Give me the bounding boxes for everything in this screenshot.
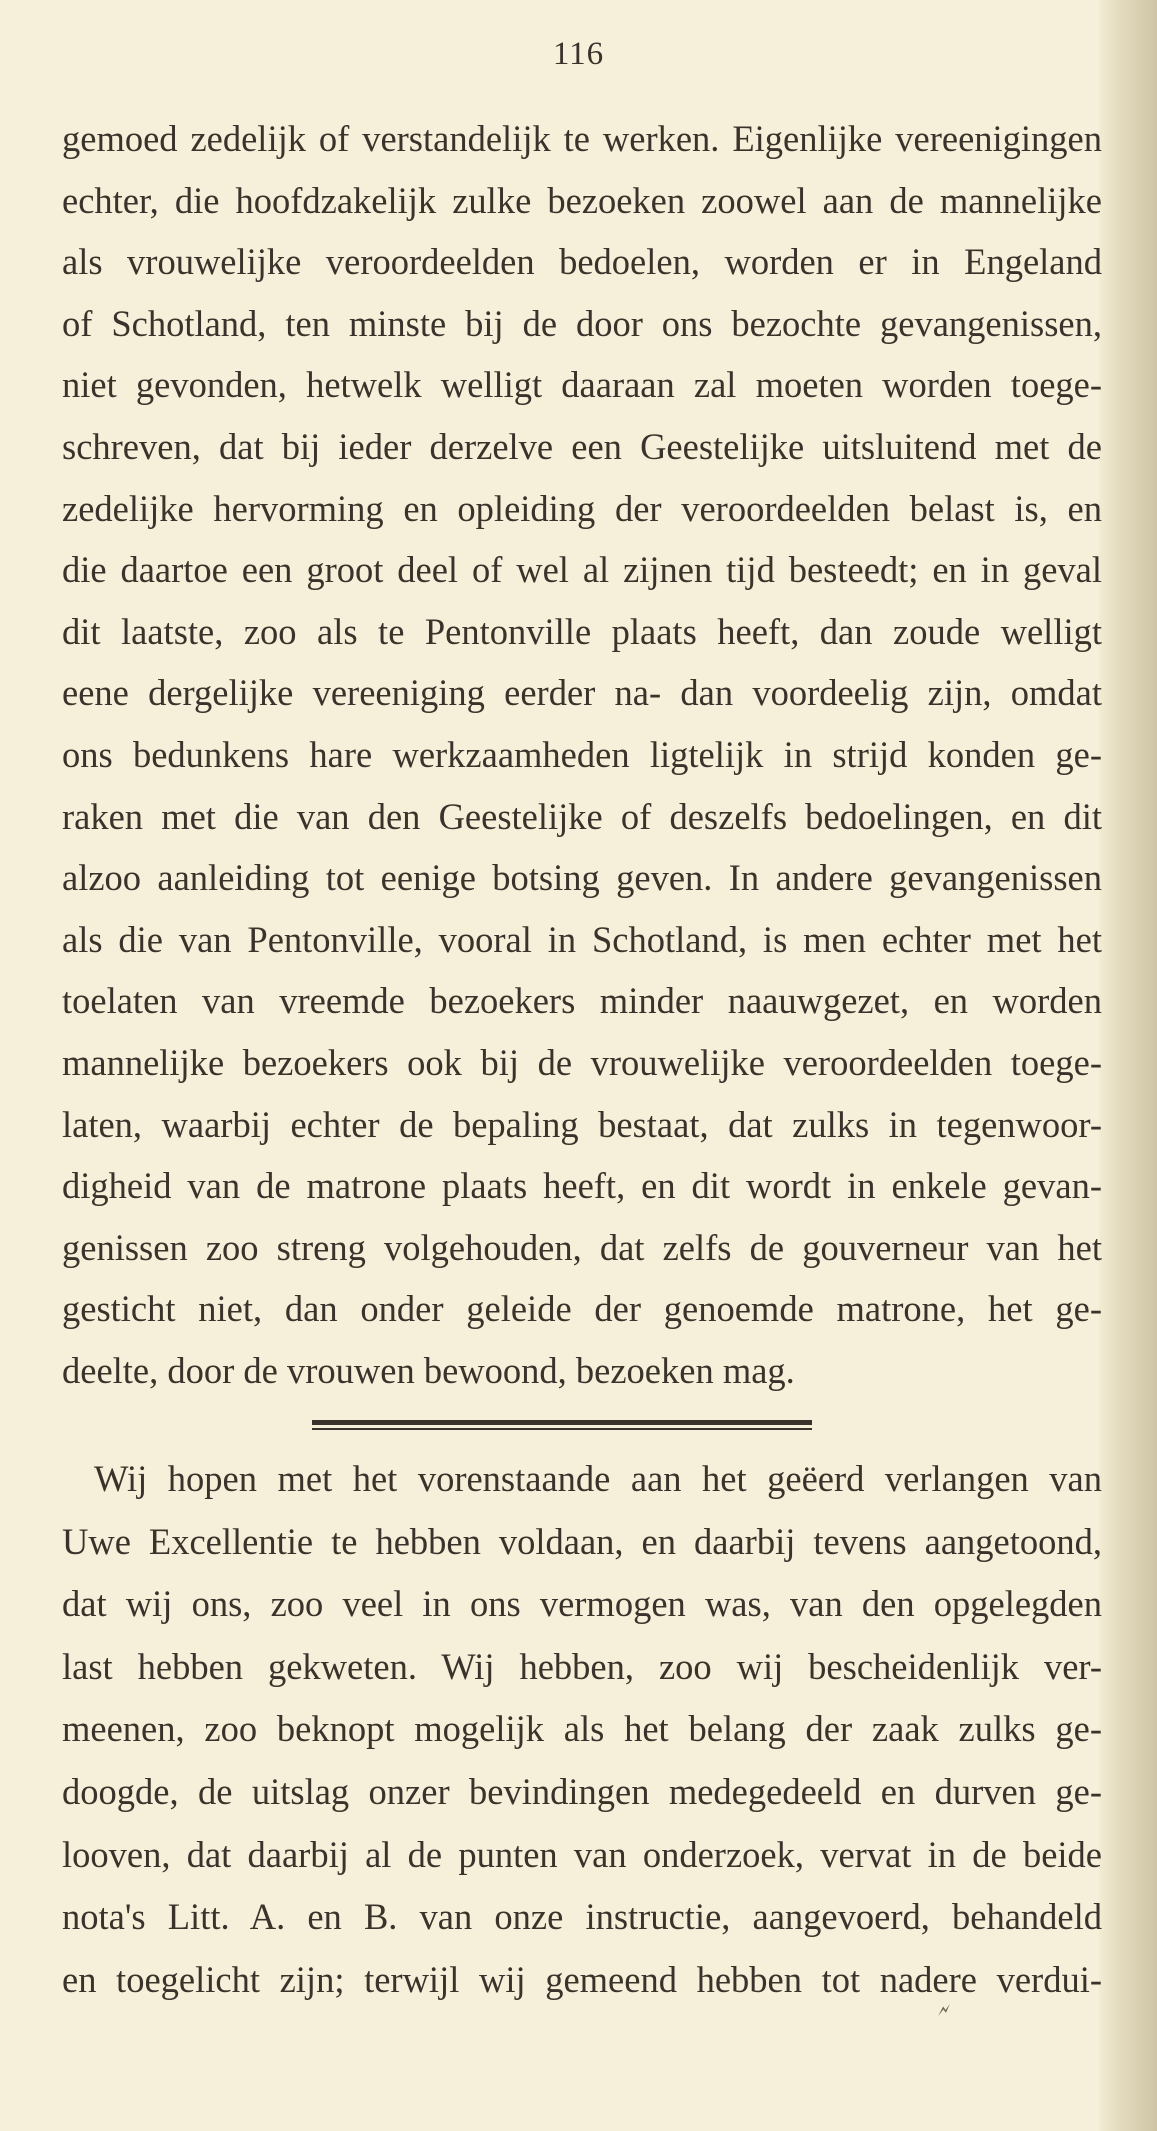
text-line: zedelijke hervorming en opleiding der veroordeelden belast is, en: [62, 487, 1102, 529]
ink-speck: 🗲: [938, 2000, 950, 2020]
text-line: digheid van de matrone plaats heeft, en dit wordt in enkele gevan-: [62, 1165, 1102, 1207]
page-number: 116: [552, 36, 605, 72]
text-line: niet gevonden, hetwelk welligt daaraan zal moeten worden toege-: [62, 364, 1102, 406]
text-line: die daartoe een groot deel of wel al zijnen tijd besteedt; en in geval: [62, 549, 1102, 591]
text-line: Wij hopen met het vorenstaande aan het geëerd verlangen van: [94, 1458, 1102, 1499]
text-line: deelte, door de vrouwen bewoond, bezoeken mag.: [62, 1349, 795, 1391]
text-line: toelaten van vreemde bezoekers minder naauwgezet, en worden: [62, 980, 1102, 1022]
text-line: en toegelicht zijn; terwijl wij gemeend hebben tot nadere verdui-: [62, 1958, 1102, 2000]
text-line: eene dergelijke vereeniging eerder na- dan voordeelig zijn, omdat: [62, 672, 1102, 714]
text-line: dat wij ons, zoo veel in ons vermogen was, van den opgelegden: [62, 1583, 1102, 1625]
text-line: als vrouwelijke veroordeelden bedoelen, worden er in Engeland: [62, 241, 1102, 283]
text-line: of Schotland, ten minste bij de door ons bezochte gevangenissen,: [62, 302, 1102, 344]
text-line: raken met die van den Geestelijke of deszelfs bedoelingen, en dit: [62, 795, 1102, 837]
text-line: doogde, de uitslag onzer bevindingen medegedeeld en durven ge-: [62, 1770, 1102, 1812]
text-line: Uwe Excellentie te hebben voldaan, en daarbij tevens aangetoond,: [62, 1520, 1102, 1562]
text-line: gemoed zedelijk of verstandelijk te werken. Eigenlijke vereenigingen: [62, 118, 1102, 159]
text-line: nota's Litt. A. en B. van onze instructie, aangevoerd, behandeld: [62, 1896, 1102, 1938]
text-line: mannelijke bezoekers ook bij de vrouwelijke veroordeelden toege-: [62, 1041, 1102, 1083]
text-line: alzoo aanleiding tot eenige botsing geven. In andere gevangenissen: [62, 857, 1102, 899]
text-line: genissen zoo streng volgehouden, dat zelfs de gouverneur van het: [62, 1226, 1102, 1268]
text-line: laten, waarbij echter de bepaling bestaat, dat zulks in tegenwoor-: [62, 1103, 1102, 1145]
text-line: last hebben gekweten. Wij hebben, zoo wij bescheidenlijk ver-: [62, 1645, 1102, 1687]
text-line: echter, die hoofdzakelijk zulke bezoeken zoowel aan de mannelijke: [62, 179, 1102, 221]
text-line: meenen, zoo beknopt mogelijk als het belang der zaak zulks ge-: [62, 1708, 1102, 1750]
page-edge-shadow: [1099, 0, 1157, 2131]
text-line: gesticht niet, dan onder geleide der genoemde matrone, het ge-: [62, 1288, 1102, 1330]
text-line: als die van Pentonville, vooral in Schotland, is men echter met het: [62, 918, 1102, 960]
paragraph-2: [62, 1448, 1102, 2011]
paragraph-1: [62, 108, 1102, 1401]
text-line: schreven, dat bij ieder derzelve een Geestelijke uitsluitend met de: [62, 425, 1102, 467]
text-line: looven, dat daarbij al de punten van onderzoek, vervat in de beide: [62, 1833, 1102, 1875]
section-divider: [312, 1420, 812, 1430]
text-line: ons bedunkens hare werkzaamheden ligtelijk in strijd konden ge-: [62, 733, 1102, 775]
text-line: dit laatste, zoo als te Pentonville plaats heeft, dan zoude welligt: [62, 610, 1102, 652]
